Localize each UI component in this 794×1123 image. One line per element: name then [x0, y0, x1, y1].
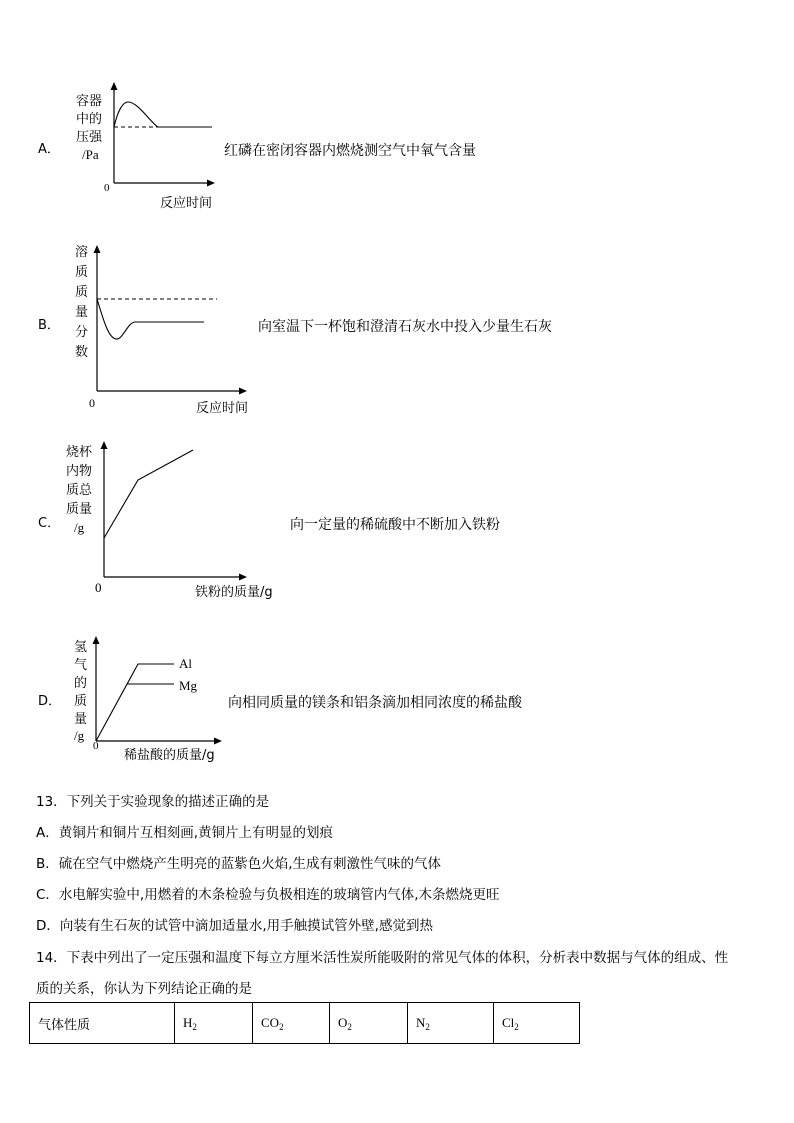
fig-a-ylabel-3: 压强	[76, 130, 103, 145]
fig-c-description: 向一定量的稀硫酸中不断加入铁粉	[290, 517, 500, 533]
fig-a-origin: 0	[104, 182, 110, 194]
fig-d-ylabel-4: 质	[74, 694, 88, 709]
fig-c-ylabel-1: 烧杯	[66, 445, 93, 460]
fig-d-description: 向相同质量的镁条和铝条滴加相同浓度的稀盐酸	[228, 695, 522, 711]
fig-b-description: 向室温下一杯饱和澄清石灰水中投入少量生石灰	[258, 319, 552, 335]
fig-c-ylabel-2: 内物	[66, 464, 93, 479]
cell-subscript: 2	[347, 1021, 352, 1032]
q13-option-b: B．硫在空气中燃烧产生明亮的蓝紫色火焰,生成有刺激性气味的气体	[36, 856, 442, 872]
q13-option-a: A．黄铜片和铜片互相刻画,黄铜片上有明显的划痕	[36, 825, 334, 841]
cell-text: O	[338, 1014, 348, 1030]
fig-b-ylabel-2: 质	[75, 265, 89, 280]
fig-c-ylabel-4: 质量	[66, 502, 93, 517]
fig-a-description: 红磷在密闭容器内燃烧测空气中氧气含量	[224, 143, 476, 159]
fig-c-ylabel-3: 质总	[66, 483, 93, 498]
fig-a-yunit: /Pa	[82, 147, 99, 162]
fig-b-ylabel-3: 质	[75, 285, 89, 300]
table-cell-co2	[253, 1003, 330, 1044]
fig-b-ylabel-6: 数	[75, 345, 89, 360]
fig-d-yunit: /g	[74, 728, 85, 743]
table-header-text: 气体性质	[38, 1017, 91, 1033]
table-cell-o2	[330, 1003, 408, 1044]
fig-c-origin: 0	[95, 580, 102, 595]
fig-b-xlabel: 反应时间	[196, 401, 249, 416]
q13-option-d: D．向装有生石灰的试管中滴加适量水,用手触摸试管外壁,感觉到热	[36, 918, 433, 934]
cell-subscript: 2	[192, 1021, 197, 1032]
fig-d-ylabel-5: 量	[74, 712, 88, 727]
cell-text: Cl	[502, 1014, 515, 1030]
fig-b-origin: 0	[89, 396, 95, 410]
option-a-label: A．	[38, 142, 60, 157]
table-header-cell	[30, 1003, 175, 1044]
option-b-label: B．	[38, 318, 60, 333]
gas-table	[29, 1002, 580, 1044]
q14-line-1: 14．下表中列出了一定压强和温度下每立方厘米活性炭所能吸附的常见气体的体积，分析表中数据与气体的组成、性	[36, 950, 729, 966]
fig-d-ylabel-2: 气	[74, 658, 88, 673]
option-c-label: C．	[38, 516, 61, 531]
q13-option-c: C．水电解实验中,用燃着的木条检验与负极相连的玻璃管内气体,木条燃烧更旺	[36, 887, 500, 903]
fig-b-ylabel-4: 量	[75, 305, 89, 320]
cell-subscript: 2	[279, 1021, 284, 1032]
table-cell-h2	[175, 1003, 253, 1044]
cell-text: H	[183, 1014, 193, 1030]
fig-d-ylabel-1: 氢	[74, 640, 88, 655]
fig-d-series-al: Al	[179, 656, 192, 671]
fig-a-ylabel-1: 容器	[76, 94, 103, 109]
q13-stem: 13．下列关于实验现象的描述正确的是	[36, 794, 270, 810]
table-row	[30, 1003, 580, 1044]
fig-a-xlabel: 反应时间	[160, 196, 213, 211]
q14-line-2: 质的关系，你认为下列结论正确的是	[36, 981, 252, 997]
fig-c-yunit: /g	[74, 520, 85, 535]
fig-d-series-mg: Mg	[179, 678, 198, 693]
fig-a-ylabel-2: 中的	[76, 112, 103, 127]
cell-text: CO	[261, 1014, 280, 1030]
cell-subscript: 2	[514, 1021, 519, 1032]
fig-d-ylabel-3: 的	[74, 676, 88, 691]
table-cell-cl2	[494, 1003, 580, 1044]
fig-d-origin: 0	[93, 740, 99, 752]
table-cell-n2	[408, 1003, 494, 1044]
fig-c-xlabel: 铁粉的质量/g	[195, 585, 273, 600]
fig-b-ylabel-5: 分	[75, 325, 89, 340]
option-d-label: D．	[38, 694, 62, 709]
cell-subscript: 2	[425, 1021, 430, 1032]
cell-text: N	[416, 1014, 426, 1030]
fig-b-ylabel-1: 溶	[75, 245, 89, 260]
fig-d-xlabel: 稀盐酸的质量/g	[124, 748, 215, 763]
